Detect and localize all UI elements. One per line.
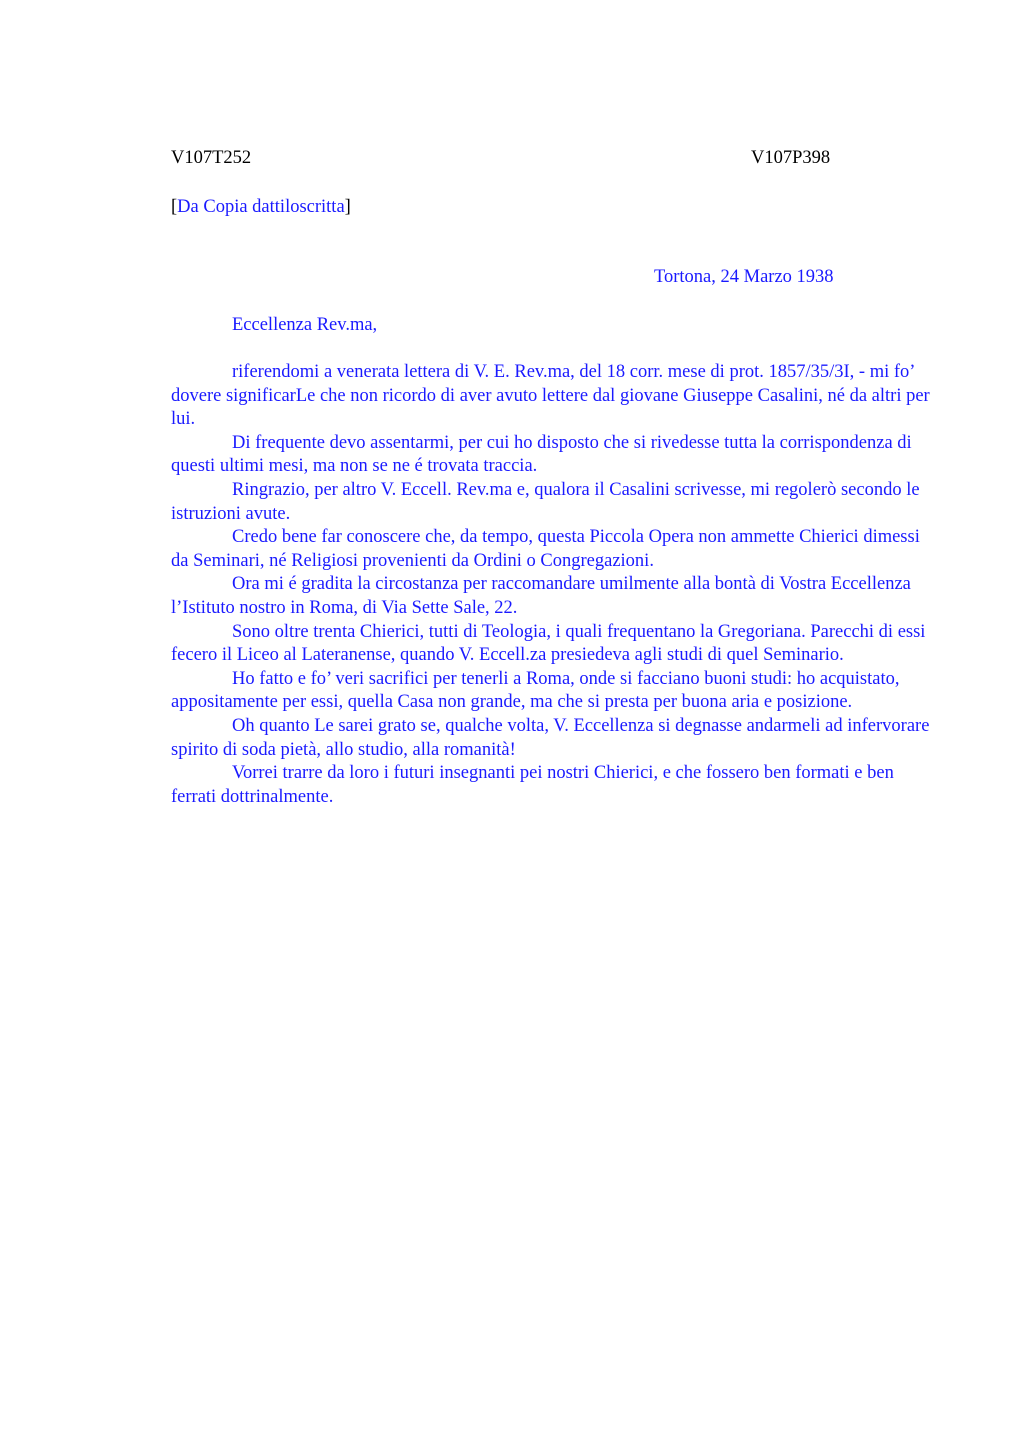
salutation: Eccellenza Rev.ma, bbox=[232, 315, 378, 335]
document-code-right: V107P398 bbox=[751, 148, 831, 168]
paragraph: Oh quanto Le sarei grato se, qualche volta, V. Eccellenza si degnasse andarmeli ad infervorare spirito di soda pietà, allo studio, alla romanità! bbox=[171, 715, 930, 760]
letter-body bbox=[171, 361, 931, 809]
paragraph: riferendomi a venerata lettera di V. E. Rev.ma, del 18 corr. mese di prot. 1857/35/3I, - mi fo’ dovere significarLe che non ricordo di aver avuto lettere dal giovane Giuseppe Casalini, né da altri per lui. bbox=[171, 362, 930, 430]
paragraph: Sono oltre trenta Chierici, tutti di Teologia, i quali frequentano la Gregoriana. Parecchi di essi fecero il Liceo al Lateranense, quando V. Eccell.za presiedeva agli studi di quel Seminario. bbox=[171, 621, 926, 666]
document-code-left: V107T252 bbox=[171, 148, 252, 168]
paragraph: Ringrazio, per altro V. Eccell. Rev.ma e, qualora il Casalini scrivesse, mi regolerò secondo le istruzioni avute. bbox=[171, 479, 920, 524]
source-note-open-bracket: [ bbox=[171, 197, 178, 217]
paragraph: Ora mi é gradita la circostanza per raccomandare umilmente alla bontà di Vostra Eccellenza l’Istituto nostro in Roma, di Via Sette Sale, 22. bbox=[171, 574, 911, 618]
paragraph: Credo bene far conoscere che, da tempo, questa Piccola Opera non ammette Chierici dimessi da Seminari, né Religiosi provenienti da Ordini o Congregazioni. bbox=[171, 527, 920, 571]
paragraph: Di frequente devo assentarmi, per cui ho disposto che si rivedesse tutta la corrispondenza di questi ultimi mesi, ma non se ne é trovata traccia. bbox=[171, 432, 912, 477]
source-note bbox=[171, 196, 351, 218]
place-date: Tortona, 24 Marzo 1938 bbox=[654, 267, 834, 287]
source-note-close-bracket: ] bbox=[344, 197, 351, 217]
source-note-text: Da Copia dattiloscritta bbox=[177, 197, 345, 217]
paragraph: Vorrei trarre da loro i futuri insegnanti pei nostri Chierici, e che fossero ben formati e ben ferrati dottrinalmente. bbox=[171, 763, 894, 807]
paragraph: Ho fatto e fo’ veri sacrifici per tenerli a Roma, onde si facciano buoni studi: ho acquistato, appositamente per essi, quella Casa non grande, ma che si presta per buona aria e posizione. bbox=[171, 668, 900, 713]
